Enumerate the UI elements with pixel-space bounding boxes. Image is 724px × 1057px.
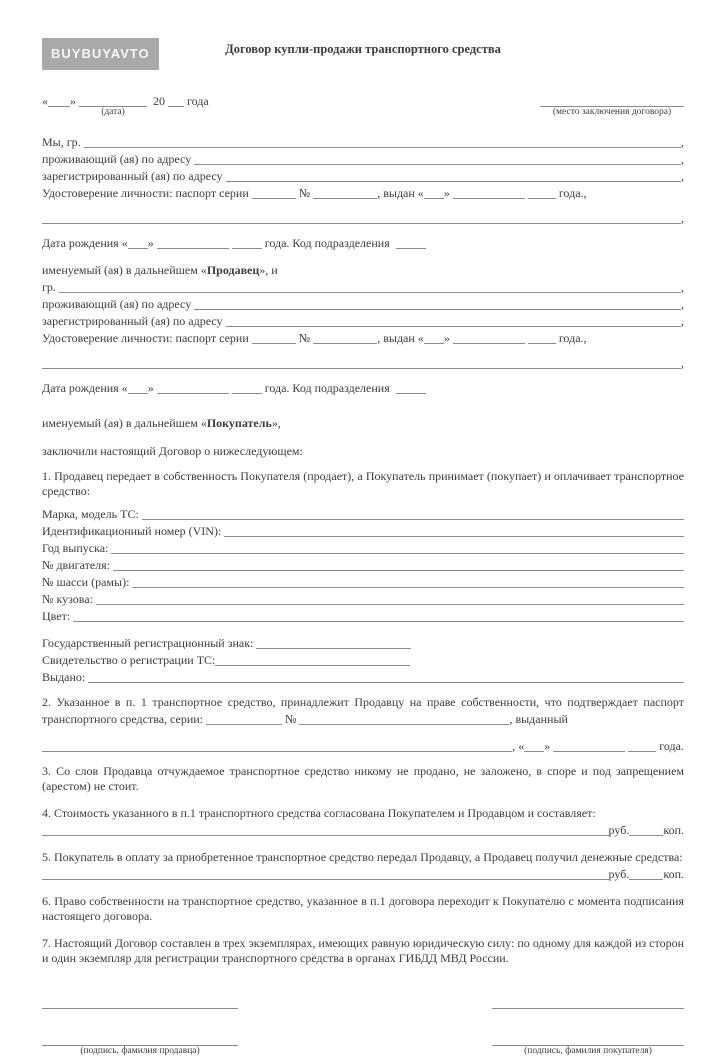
buyer-living-address-line — [42, 295, 684, 312]
buyer-registered-address-line — [42, 312, 684, 329]
line-text: », — [271, 416, 281, 430]
seller-passport-series-field — [252, 186, 296, 199]
payment-rubles-field — [42, 867, 609, 880]
line-text: Государственный регистрационный знак: — [42, 636, 257, 650]
line-text: » — [544, 739, 554, 753]
line-text: Цвет: — [42, 609, 74, 623]
buyer-passport-issuer-field — [42, 356, 681, 369]
line-text: проживающий (ая) по адресу — [42, 297, 195, 311]
line-text: коп. — [663, 823, 684, 837]
line-text: , — [681, 314, 684, 328]
buyer-role-line — [42, 416, 684, 431]
engine-number-field — [113, 558, 684, 571]
seller-name-line — [42, 133, 684, 150]
line-text: » — [70, 94, 79, 108]
certificate-issued-line — [42, 668, 684, 685]
line-text: Удостоверение личности: паспорт серии — [42, 331, 252, 345]
line-text: № шасси (рамы): — [42, 575, 133, 589]
line-text: 5. Покупатель в оплату за приобретенное транспортное средство передал Продавцу, а Продавец получил денежные средства: — [42, 850, 683, 864]
price-kopecks-field — [629, 823, 663, 836]
seller-passport-issue-month-field — [453, 186, 525, 199]
field-caption: (подпись, фамилия покупателя) — [524, 1046, 652, 1056]
buyer-role-label: Покупатель — [206, 416, 272, 430]
document-header — [42, 38, 684, 92]
vehicle-make-model-line — [42, 505, 684, 522]
pts-series-field — [206, 712, 282, 725]
body-number-field — [96, 592, 684, 605]
line-text: , — [681, 356, 684, 370]
line-text: именуемый (ая) в дальнейшем « — [42, 263, 207, 277]
license-plate-field — [256, 636, 411, 649]
line-text: , — [681, 135, 684, 149]
document-body — [42, 92, 684, 1056]
line-text: зарегистрированный (ая) по адресу — [42, 169, 226, 183]
body-number-line — [42, 590, 684, 607]
price-rubles-field — [42, 823, 609, 836]
clause-5 — [42, 850, 684, 865]
line-text: № — [295, 331, 314, 345]
contract-year-field — [168, 94, 184, 107]
line-text: Дата рождения « — [42, 236, 128, 250]
clause-7 — [42, 936, 684, 966]
line-text: года., — [555, 186, 587, 200]
line-text: , — [681, 152, 684, 166]
registration-certificate-line — [42, 651, 684, 668]
buyer-passport-number-field — [313, 331, 377, 344]
pts-issue-month-field — [553, 739, 625, 752]
pts-issue-day-field — [524, 739, 544, 752]
chassis-number-field — [132, 575, 684, 588]
line-text: 4. Стоимость указанного в п.1 транспортного средства согласована Покупателем и Продавцом и составляет: — [42, 806, 596, 820]
pts-issue-year-field — [628, 739, 656, 752]
buybuyavto-logo: BUYBUYAVTO — [42, 38, 159, 70]
seller-birth-day-field — [128, 236, 148, 249]
line-text: Год выпуска: — [42, 541, 112, 555]
vehicle-make-model-field — [142, 507, 684, 520]
line-text: Дата рождения « — [42, 381, 128, 395]
line-text: № кузова: — [42, 592, 96, 606]
seller-role-line — [42, 263, 684, 278]
buyer-signature-name-field — [492, 1033, 684, 1056]
line-text: » — [443, 331, 453, 345]
buyer-passport-issue-month-field — [453, 331, 525, 344]
buyer-birth-day-field — [128, 381, 148, 394]
pts-issuer-field — [42, 739, 512, 752]
buyer-passport-issue-day-field — [424, 331, 444, 344]
line-text: именуемый (ая) в дальнейшем « — [42, 416, 207, 430]
buyer-signature-field — [492, 996, 684, 1009]
line-text: , « — [512, 739, 525, 753]
line-text: », и — [259, 263, 278, 277]
price-amount-line — [42, 821, 684, 838]
clause-6 — [42, 894, 684, 924]
seller-passport-line — [42, 184, 684, 201]
buyer-passport-issuer-line — [42, 354, 684, 371]
payment-amount-line — [42, 865, 684, 882]
color-field — [73, 609, 684, 622]
seller-registered-address-field — [226, 169, 681, 182]
clause-4 — [42, 806, 684, 821]
vin-field — [224, 524, 684, 537]
seller-passport-issuer-field — [42, 211, 681, 224]
vin-line — [42, 522, 684, 539]
line-text: коп. — [663, 867, 684, 881]
line-text: , — [681, 297, 684, 311]
clause-3 — [42, 764, 684, 794]
line-text: Свидетельство о регистрации ТС: — [42, 653, 216, 667]
certificate-issued-by-field — [88, 670, 684, 683]
field-caption: (дата) — [101, 107, 125, 117]
line-text: , — [681, 211, 684, 225]
seller-unit-code-field — [396, 236, 426, 249]
contract-place-group — [540, 92, 684, 117]
buyer-passport-line — [42, 329, 684, 346]
line-text: года. — [656, 739, 684, 753]
line-text: Выдано: — [42, 670, 89, 684]
line-text: , выдан « — [377, 331, 424, 345]
line-text: , выданный — [509, 712, 568, 726]
line-text: № — [295, 186, 314, 200]
seller-passport-issuer-line — [42, 209, 684, 226]
signature-row-2 — [42, 1031, 684, 1056]
license-plate-line — [42, 634, 684, 651]
clause-2-continued — [42, 737, 684, 754]
contract-day-field — [48, 94, 70, 107]
seller-signature-name-field — [42, 1033, 238, 1056]
buyer-unit-code-field — [396, 381, 426, 394]
seller-passport-issue-day-field — [424, 186, 444, 199]
line-text: руб. — [608, 867, 630, 881]
seller-living-address-line — [42, 150, 684, 167]
buyer-registered-address-field — [226, 314, 681, 327]
line-text: 1. Продавец передает в собственность Покупателя (продает), а Покупатель принимает (покупает) и оплачивает транспортное средство: — [42, 469, 684, 498]
pts-number-field — [299, 712, 509, 725]
seller-passport-number-field — [313, 186, 377, 199]
seller-role-label: Продавец — [206, 263, 260, 277]
payment-kopecks-field — [629, 867, 663, 880]
document-title: Договор купли-продажи транспортного средства — [225, 42, 501, 56]
seller-birth-month-field — [157, 236, 229, 249]
line-text: № двигателя: — [42, 558, 113, 572]
line-text: Мы, гр. — [42, 135, 84, 149]
line-text: 20 — [147, 94, 168, 108]
line-text: года. Код подразделения — [261, 236, 396, 250]
line-text: года — [184, 94, 209, 108]
seller-signature-field — [42, 996, 238, 1009]
buyer-birth-year-field — [232, 381, 262, 394]
line-text: 3. Со слов Продавца отчуждаемое транспортное средство никому не продано, не заложено, в споре и под запрещением (арестом) не стоит. — [42, 764, 684, 793]
contract-date-field — [79, 94, 147, 117]
color-line — [42, 607, 684, 624]
seller-living-address-field — [194, 152, 681, 165]
contract-date-group — [42, 92, 209, 117]
seller-registered-address-line — [42, 167, 684, 184]
line-text: проживающий (ая) по адресу — [42, 152, 195, 166]
vehicle-year-field — [111, 541, 684, 554]
preamble-line — [42, 444, 684, 459]
buyer-passport-series-field — [252, 331, 296, 344]
buyer-birth-month-field — [157, 381, 229, 394]
line-text: руб. — [608, 823, 630, 837]
contract-place-field — [540, 94, 684, 117]
line-text: 6. Право собственности на транспортное средство, указанное в п.1 договора переходит к Покупателю с момента подписания настоящего договора. — [42, 894, 684, 923]
signature-row-1 — [42, 994, 684, 1007]
seller-birth-year-field — [232, 236, 262, 249]
clause-1 — [42, 469, 684, 499]
buyer-birth-line — [42, 379, 684, 396]
registration-certificate-field — [215, 653, 410, 666]
line-text: года. Код подразделения — [261, 381, 396, 395]
field-caption: (подпись, фамилия продавца) — [80, 1046, 200, 1056]
line-text: Удостоверение личности: паспорт серии — [42, 186, 252, 200]
clause-2 — [42, 695, 684, 727]
chassis-number-line — [42, 573, 684, 590]
buyer-living-address-field — [194, 297, 681, 310]
line-text: № — [282, 712, 300, 726]
buyer-passport-issue-year-field — [528, 331, 556, 344]
line-text: » — [147, 381, 157, 395]
line-text: « — [42, 94, 48, 108]
buyer-name-line — [42, 278, 684, 295]
buyer-fullname-field — [59, 280, 681, 293]
line-text: гр. — [42, 280, 59, 294]
seller-birth-line — [42, 234, 684, 251]
line-text: года., — [555, 331, 587, 345]
line-text: , — [681, 280, 684, 294]
line-text: , выдан « — [377, 186, 424, 200]
line-text: заключили настоящий Договор о нижеследующем: — [42, 444, 303, 458]
line-text: 7. Настоящий Договор составлен в трех экземплярах, имеющих равную юридическую силу: по одному для каждой из сторон и один экземпляр для регистрации транспортного средства в органах ГИБДД МВД России. — [42, 936, 684, 965]
line-text: 2. Указанное в п. 1 транспортное средство, принадлежит Продавцу на праве собственности, что подтверждает паспорт транспортного средства, серии: — [42, 695, 684, 726]
line-text: » — [443, 186, 453, 200]
vehicle-year-line — [42, 539, 684, 556]
date-place-row — [42, 92, 684, 117]
engine-number-line — [42, 556, 684, 573]
line-text: » — [147, 236, 157, 250]
line-text: , — [681, 169, 684, 183]
seller-fullname-field — [84, 135, 681, 148]
seller-passport-issue-year-field — [528, 186, 556, 199]
line-text: Марка, модель ТС: — [42, 507, 142, 521]
line-text: Идентификационный номер (VIN): — [42, 524, 225, 538]
line-text: зарегистрированный (ая) по адресу — [42, 314, 226, 328]
field-caption: (место заключения договора) — [552, 107, 672, 117]
